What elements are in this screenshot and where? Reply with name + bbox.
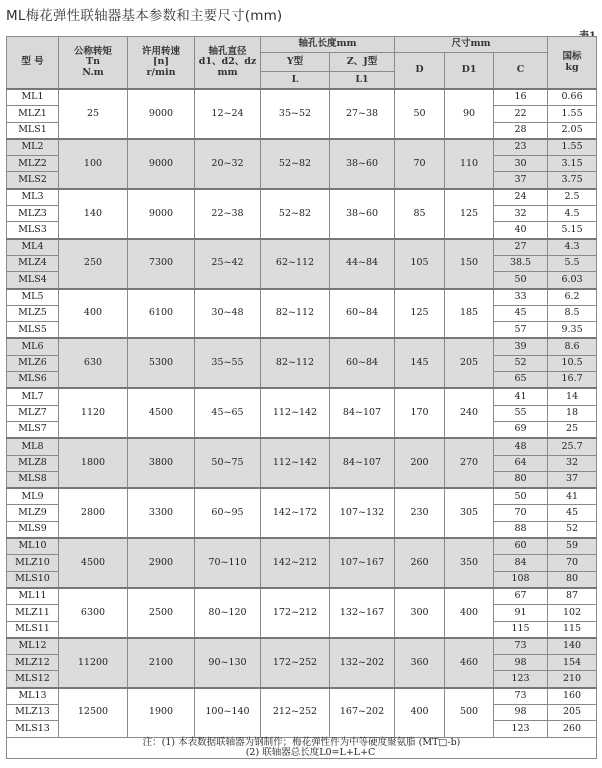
cell-L1: 27~38 [330,89,395,139]
page-title: ML梅花弹性联轴器基本参数和主要尺寸(mm) [6,8,283,24]
cell-torque: 12500 [59,688,128,737]
cell-weight: 37 [548,471,597,488]
cell-D1: 90 [445,89,494,139]
cell-speed: 4500 [128,388,195,438]
cell-model: ML1 [7,89,59,106]
cell-C: 32 [494,206,548,222]
cell-L: 62~112 [261,239,330,289]
model-group [7,388,597,438]
cell-weight: 45 [548,505,597,521]
cell-bore: 25~42 [195,239,261,289]
cell-D: 260 [395,538,445,588]
header-bore-length: 轴孔长度mm [261,37,395,53]
cell-model: MLS8 [7,471,59,488]
cell-model: ML7 [7,388,59,405]
cell-weight: 205 [548,704,597,720]
cell-model: MLS1 [7,122,59,139]
cell-torque: 6300 [59,588,128,638]
cell-speed: 9000 [128,189,195,239]
cell-weight: 5.5 [548,255,597,271]
cell-model: MLS9 [7,521,59,538]
cell-L1: 84~107 [330,388,395,438]
model-group [7,338,597,388]
cell-bore: 20~32 [195,139,261,189]
cell-model: ML12 [7,638,59,655]
cell-weight: 260 [548,721,597,737]
cell-model: MLZ12 [7,655,59,671]
cell-C: 33 [494,289,548,306]
cell-speed: 7300 [128,239,195,289]
cell-model: MLZ2 [7,156,59,172]
cell-bore: 35~55 [195,338,261,388]
cell-C: 65 [494,372,548,389]
cell-torque: 400 [59,289,128,339]
cell-C: 38.5 [494,255,548,271]
cell-weight: 3.75 [548,172,597,189]
table-notes [7,737,597,759]
header-zj-type: Z、J型 [330,53,395,72]
model-group [7,638,597,688]
cell-weight: 59 [548,538,597,555]
cell-L1: 60~84 [330,289,395,339]
cell-L1: 60~84 [330,338,395,388]
cell-weight: 210 [548,671,597,688]
cell-model: MLS5 [7,322,59,339]
header-dimensions: 尺寸mm [395,37,548,53]
cell-weight: 25.7 [548,438,597,455]
table-row [7,638,597,655]
cell-D1: 150 [445,239,494,289]
table-row [7,438,597,455]
cell-torque: 630 [59,338,128,388]
cell-L: 35~52 [261,89,330,139]
cell-D: 300 [395,588,445,638]
cell-C: 108 [494,571,548,588]
cell-C: 80 [494,471,548,488]
cell-D1: 460 [445,638,494,688]
cell-L1: 132~167 [330,588,395,638]
cell-L: 82~112 [261,289,330,339]
cell-model: MLS11 [7,621,59,638]
cell-C: 70 [494,505,548,521]
cell-model: MLZ11 [7,605,59,621]
cell-speed: 3300 [128,488,195,538]
cell-D1: 125 [445,189,494,239]
cell-torque: 25 [59,89,128,139]
cell-weight: 16.7 [548,372,597,389]
cell-model: MLS4 [7,272,59,289]
model-group [7,239,597,289]
table-row [7,588,597,605]
cell-model: MLZ1 [7,106,59,122]
cell-C: 67 [494,588,548,605]
cell-L1: 44~84 [330,239,395,289]
cell-model: MLS6 [7,372,59,389]
cell-C: 40 [494,222,548,239]
cell-weight: 41 [548,488,597,505]
cell-model: MLZ4 [7,255,59,271]
model-group [7,139,597,189]
cell-bore: 30~48 [195,289,261,339]
cell-C: 60 [494,538,548,555]
cell-C: 41 [494,388,548,405]
cell-D: 170 [395,388,445,438]
cell-weight: 154 [548,655,597,671]
cell-L1: 107~167 [330,538,395,588]
cell-L: 142~212 [261,538,330,588]
cell-speed: 9000 [128,89,195,139]
cell-torque: 4500 [59,538,128,588]
cell-model: MLZ9 [7,505,59,521]
cell-model: MLZ5 [7,305,59,321]
cell-bore: 90~130 [195,638,261,688]
cell-weight: 140 [548,638,597,655]
cell-C: 123 [494,721,548,737]
cell-weight: 52 [548,521,597,538]
cell-weight: 8.5 [548,305,597,321]
cell-model: MLZ8 [7,455,59,471]
cell-L: 142~172 [261,488,330,538]
cell-model: ML8 [7,438,59,455]
cell-D: 360 [395,638,445,688]
cell-D: 50 [395,89,445,139]
cell-weight: 10.5 [548,355,597,371]
cell-C: 24 [494,189,548,206]
header-L1: L1 [330,72,395,90]
cell-C: 98 [494,704,548,720]
table-row [7,388,597,405]
cell-weight: 1.55 [548,106,597,122]
cell-bore: 80~120 [195,588,261,638]
cell-L: 212~252 [261,688,330,737]
cell-weight: 102 [548,605,597,621]
header-model: 型 号 [7,37,59,90]
cell-bore: 22~38 [195,189,261,239]
model-group [7,488,597,538]
cell-weight: 8.6 [548,338,597,355]
cell-C: 69 [494,421,548,438]
model-group [7,189,597,239]
cell-weight: 80 [548,571,597,588]
model-group [7,289,597,339]
cell-D: 70 [395,139,445,189]
cell-D: 125 [395,289,445,339]
cell-C: 28 [494,122,548,139]
cell-L1: 38~60 [330,189,395,239]
cell-weight: 70 [548,555,597,571]
cell-L1: 132~202 [330,638,395,688]
cell-speed: 2100 [128,638,195,688]
cell-C: 55 [494,405,548,421]
table-row [7,89,597,106]
cell-speed: 6100 [128,289,195,339]
cell-model: MLS7 [7,421,59,438]
table-header [7,37,597,90]
cell-C: 123 [494,671,548,688]
cell-model: MLS3 [7,222,59,239]
cell-speed: 2500 [128,588,195,638]
cell-D1: 500 [445,688,494,737]
cell-L1: 38~60 [330,139,395,189]
cell-C: 27 [494,239,548,256]
cell-C: 73 [494,638,548,655]
cell-D: 85 [395,189,445,239]
header-C: C [494,53,548,90]
cell-model: MLZ7 [7,405,59,421]
cell-weight: 2.5 [548,189,597,206]
cell-C: 37 [494,172,548,189]
cell-weight: 32 [548,455,597,471]
cell-D: 230 [395,488,445,538]
cell-D1: 270 [445,438,494,488]
cell-D1: 400 [445,588,494,638]
cell-D: 400 [395,688,445,737]
cell-model: ML2 [7,139,59,156]
cell-weight: 2.05 [548,122,597,139]
cell-C: 48 [494,438,548,455]
cell-bore: 70~110 [195,538,261,588]
cell-torque: 1800 [59,438,128,488]
cell-C: 45 [494,305,548,321]
cell-D1: 110 [445,139,494,189]
cell-C: 84 [494,555,548,571]
header-weight: 国标 kg [548,37,597,90]
model-group [7,688,597,737]
cell-bore: 45~65 [195,388,261,438]
cell-model: ML4 [7,239,59,256]
cell-C: 22 [494,106,548,122]
cell-weight: 6.03 [548,272,597,289]
cell-bore: 50~75 [195,438,261,488]
table-row [7,139,597,156]
cell-weight: 115 [548,621,597,638]
cell-L: 52~82 [261,139,330,189]
cell-model: ML9 [7,488,59,505]
cell-L: 112~142 [261,438,330,488]
cell-bore: 12~24 [195,89,261,139]
cell-model: MLS13 [7,721,59,737]
cell-model: ML10 [7,538,59,555]
spec-table [6,36,597,759]
cell-weight: 18 [548,405,597,421]
cell-weight: 6.2 [548,289,597,306]
header-bore: 轴孔直径 d1、d2、dz mm [195,37,261,90]
cell-D: 200 [395,438,445,488]
cell-speed: 9000 [128,139,195,189]
cell-L: 52~82 [261,189,330,239]
table-row [7,289,597,306]
cell-C: 50 [494,488,548,505]
table-row [7,688,597,705]
cell-C: 57 [494,322,548,339]
header-y-type: Y型 [261,53,330,72]
cell-torque: 1120 [59,388,128,438]
cell-C: 50 [494,272,548,289]
cell-model: ML3 [7,189,59,206]
cell-speed: 5300 [128,338,195,388]
cell-C: 16 [494,89,548,106]
cell-C: 39 [494,338,548,355]
cell-weight: 4.5 [548,206,597,222]
cell-C: 23 [494,139,548,156]
model-group [7,538,597,588]
note-2: (2) 联轴器总长度L0=L+L+C [245,747,376,759]
cell-weight: 87 [548,588,597,605]
table-row [7,538,597,555]
model-group [7,588,597,638]
cell-speed: 2900 [128,538,195,588]
cell-C: 64 [494,455,548,471]
cell-torque: 140 [59,189,128,239]
cell-D1: 305 [445,488,494,538]
cell-model: MLZ6 [7,355,59,371]
cell-L: 172~252 [261,638,330,688]
cell-model: MLS12 [7,671,59,688]
cell-D: 145 [395,338,445,388]
cell-L: 112~142 [261,388,330,438]
cell-D1: 205 [445,338,494,388]
cell-bore: 60~95 [195,488,261,538]
cell-torque: 100 [59,139,128,189]
cell-speed: 3800 [128,438,195,488]
cell-speed: 1900 [128,688,195,737]
cell-model: ML13 [7,688,59,705]
cell-bore: 100~140 [195,688,261,737]
cell-C: 30 [494,156,548,172]
note-1: 注：(1) 本表数据联轴器为钢制作；梅花弹性件为中等硬度聚氨脂 (MT□-b) [142,736,461,748]
header-D: D [395,53,445,90]
cell-D1: 185 [445,289,494,339]
cell-model: ML5 [7,289,59,306]
header-D1: D1 [445,53,494,90]
cell-L: 82~112 [261,338,330,388]
cell-C: 115 [494,621,548,638]
cell-C: 88 [494,521,548,538]
cell-L1: 84~107 [330,438,395,488]
cell-C: 91 [494,605,548,621]
cell-weight: 25 [548,421,597,438]
cell-torque: 2800 [59,488,128,538]
cell-model: MLZ10 [7,555,59,571]
cell-model: MLS2 [7,172,59,189]
cell-L1: 107~132 [330,488,395,538]
cell-weight: 14 [548,388,597,405]
table-row [7,189,597,206]
table-row [7,239,597,256]
header-L: L [261,72,330,90]
cell-weight: 9.35 [548,322,597,339]
cell-model: MLZ3 [7,206,59,222]
cell-torque: 250 [59,239,128,289]
cell-C: 98 [494,655,548,671]
cell-D1: 350 [445,538,494,588]
cell-C: 52 [494,355,548,371]
cell-weight: 160 [548,688,597,705]
header-torque: 公称转矩 Tn N.m [59,37,128,90]
header-speed: 许用转速 [n] r/min [128,37,195,90]
cell-L1: 167~202 [330,688,395,737]
cell-D: 105 [395,239,445,289]
cell-model: ML6 [7,338,59,355]
cell-torque: 11200 [59,638,128,688]
cell-weight: 4.3 [548,239,597,256]
model-group [7,89,597,139]
cell-model: ML11 [7,588,59,605]
cell-weight: 5.15 [548,222,597,239]
table-row [7,338,597,355]
table-row [7,488,597,505]
cell-weight: 3.15 [548,156,597,172]
cell-weight: 0.66 [548,89,597,106]
model-group [7,438,597,488]
cell-model: MLZ13 [7,704,59,720]
cell-D1: 240 [445,388,494,438]
cell-L: 172~212 [261,588,330,638]
cell-C: 73 [494,688,548,705]
cell-model: MLS10 [7,571,59,588]
cell-weight: 1.55 [548,139,597,156]
